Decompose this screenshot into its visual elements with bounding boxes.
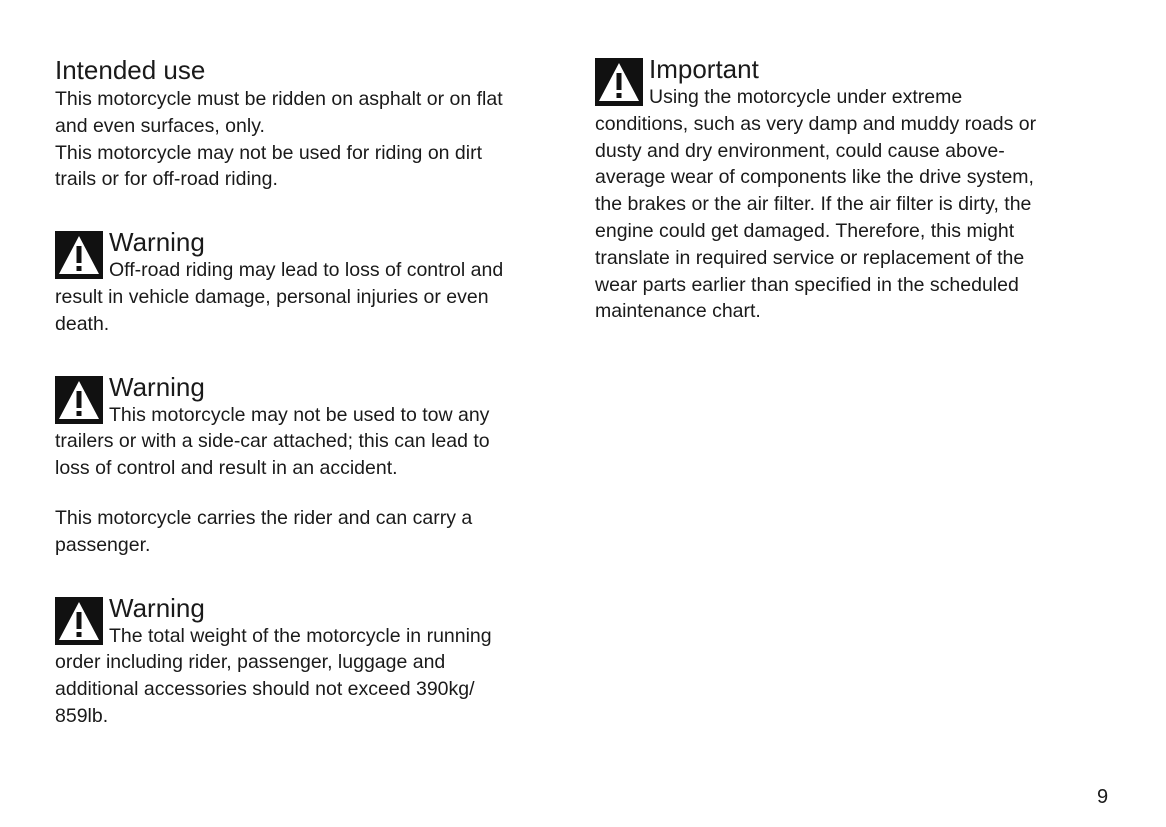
important-section [595, 54, 1110, 325]
intended-use-heading: Intended use [55, 55, 206, 85]
passenger-section [55, 505, 575, 559]
intended-use-section [55, 54, 575, 193]
right-column [595, 54, 1110, 325]
left-column [55, 54, 575, 730]
text-line: average wear of components like the drive system, [595, 166, 1034, 189]
text-line: Using the motorcycle under extreme [649, 86, 963, 108]
text-line: additional accessories should not exceed 390kg/ [55, 678, 475, 701]
important-heading: Important [649, 54, 759, 84]
text-line: dusty and dry environment, could cause above- [595, 139, 1005, 162]
passenger-text [55, 505, 575, 559]
text-line: result in vehicle damage, personal injuries or even [55, 285, 489, 308]
text-line: 859lb. [55, 704, 109, 727]
text-line: trails or for off-road riding. [55, 168, 278, 191]
text-line: death. [55, 312, 110, 335]
warning-section-offroad [55, 227, 575, 337]
warning-section-weight [55, 593, 575, 730]
text-line: engine could get damaged. Therefore, this might [595, 219, 1015, 242]
warning-heading: Warning [109, 592, 205, 623]
intended-use-text [55, 86, 575, 193]
text-line: This motorcycle carries the rider and can carry a [55, 506, 473, 529]
warning-heading: Warning [109, 227, 205, 258]
text-line: The total weight of the motorcycle in running [109, 624, 492, 647]
page-number: 9 [1097, 786, 1109, 808]
warning-triangle-icon [595, 58, 643, 106]
text-line: passenger. [55, 533, 151, 556]
important-text [595, 84, 1110, 325]
text-line: This motorcycle must be ridden on asphalt or on flat [55, 88, 503, 110]
text-line: trailers or with a side-car attached; this can lead to [55, 430, 490, 453]
warning-text [55, 623, 575, 730]
text-line: maintenance chart. [595, 300, 761, 323]
warning-triangle-icon [55, 376, 103, 424]
text-line: order including rider, passenger, luggage and [55, 651, 446, 674]
text-line: This motorcycle may not be used for riding on dirt [55, 141, 483, 164]
warning-section-towing [55, 372, 575, 482]
text-line: loss of control and result in an accident. [55, 457, 398, 480]
warning-triangle-icon [55, 597, 103, 645]
text-line: the brakes or the air filter. If the air filter is dirty, the [595, 193, 1032, 216]
text-line: Off-road riding may lead to loss of control and [109, 259, 504, 282]
text-line: translate in required service or replacement of the [595, 246, 1025, 269]
text-line: conditions, such as very damp and muddy roads or [595, 112, 1037, 135]
warning-triangle-icon [55, 231, 103, 279]
text-line: and even surfaces, only. [55, 114, 265, 137]
text-line: wear parts earlier than specified in the scheduled [595, 273, 1019, 296]
warning-heading: Warning [109, 371, 205, 402]
warning-text [55, 257, 575, 337]
warning-text [55, 402, 575, 482]
text-line: This motorcycle may not be used to tow any [109, 403, 490, 426]
